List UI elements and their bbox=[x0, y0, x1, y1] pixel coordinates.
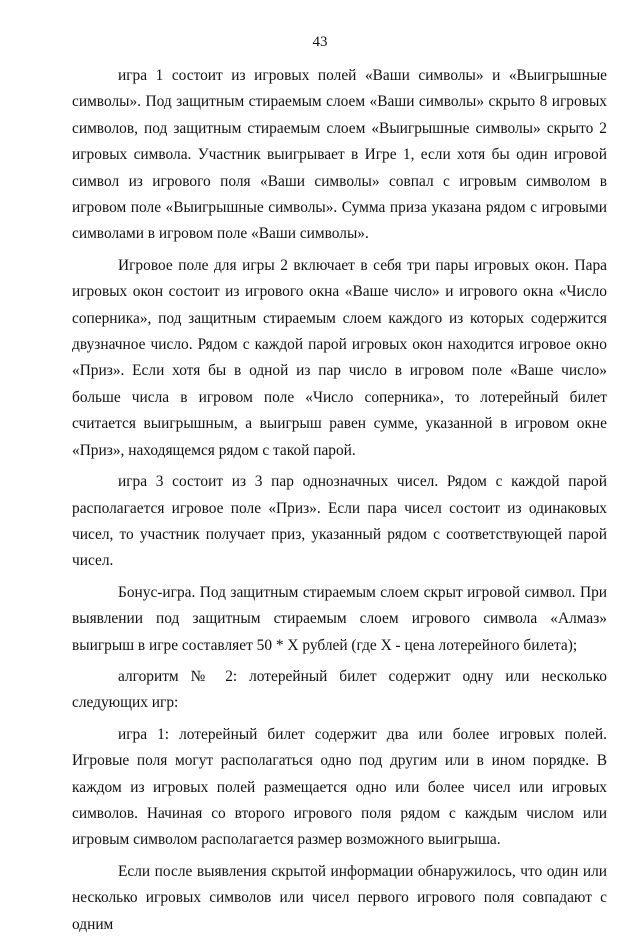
page-number: 43 bbox=[312, 34, 328, 50]
paragraph-algorithm-2: алгоритм № 2: лотерейный билет содержит одну или несколько следующих игр: bbox=[72, 667, 607, 712]
paragraph-game-3: игра 3 состоит из 3 пар однозначных чисел. Рядом с каждой парой располагается игровое поле «Приз». Если пара чисел состоит из одинаковых чисел, то участник получает приз, указанный рядом с соответствующей парой чисел. bbox=[72, 473, 607, 570]
paragraph-algorithm-2-game-1: игра 1: лотерейный билет содержит два или более игровых полей. Игровые поля могут располагаться одно под другим или в ином порядке. В каждом из игровых полей размещается одно или более чисел или игровых символов. Начиная со второго игрового поля рядом с каждым числом или игровым символом располагается размер возможного выигрыша. bbox=[72, 725, 607, 849]
paragraph-hidden-info: Если после выявления скрытой информации обнаружилось, что один или несколько игровых символов или чисел первого игрового поля совпадают с одним bbox=[72, 862, 607, 933]
paragraph-game-1: игра 1 состоит из игровых полей «Ваши символы» и «Выигрышные символы». Под защитным стираемым слоем «Ваши символы» скрыто 8 игровых символов, под защитным стираемым слоем «Выигрышные символы» скрыто 2 игровых символа. Участник выигрывает в Игре 1, если хотя бы один игровой символ из игрового поля «Ваши символы» совпал с игровым символом в игровом поле «Выигрышные символы». Сумма приза указана рядом с игровыми символами в игровом поле «Ваши символы». bbox=[72, 67, 607, 243]
paragraph-bonus-game: Бонус-игра. Под защитным стираемым слоем скрыт игровой символ. При выявлении под защитным стираемым слоем игрового символа «Алмаз» выигрыш в игре составляет 50 * Х рублей (где Х - цена лотерейного билета); bbox=[72, 583, 607, 654]
document-body bbox=[72, 63, 607, 943]
paragraph-game-2: Игровое поле для игры 2 включает в себя три пары игровых окон. Пара игровых окон состоит из игрового окна «Ваше число» и игрового окна «Число соперника», под защитным стираемым слоем каждого из которых содержится двузначное число. Рядом с каждой парой игровых окон находится игровое окно «Приз». Если хотя бы в одной из пар число в игровом поле «Ваше число» больше числа в игровом поле «Число соперника», то лотерейный билет считается выигрышным, а выигрыш равен сумме, указанной в игровом окне «Приз», находящемся рядом с такой парой. bbox=[72, 256, 607, 459]
